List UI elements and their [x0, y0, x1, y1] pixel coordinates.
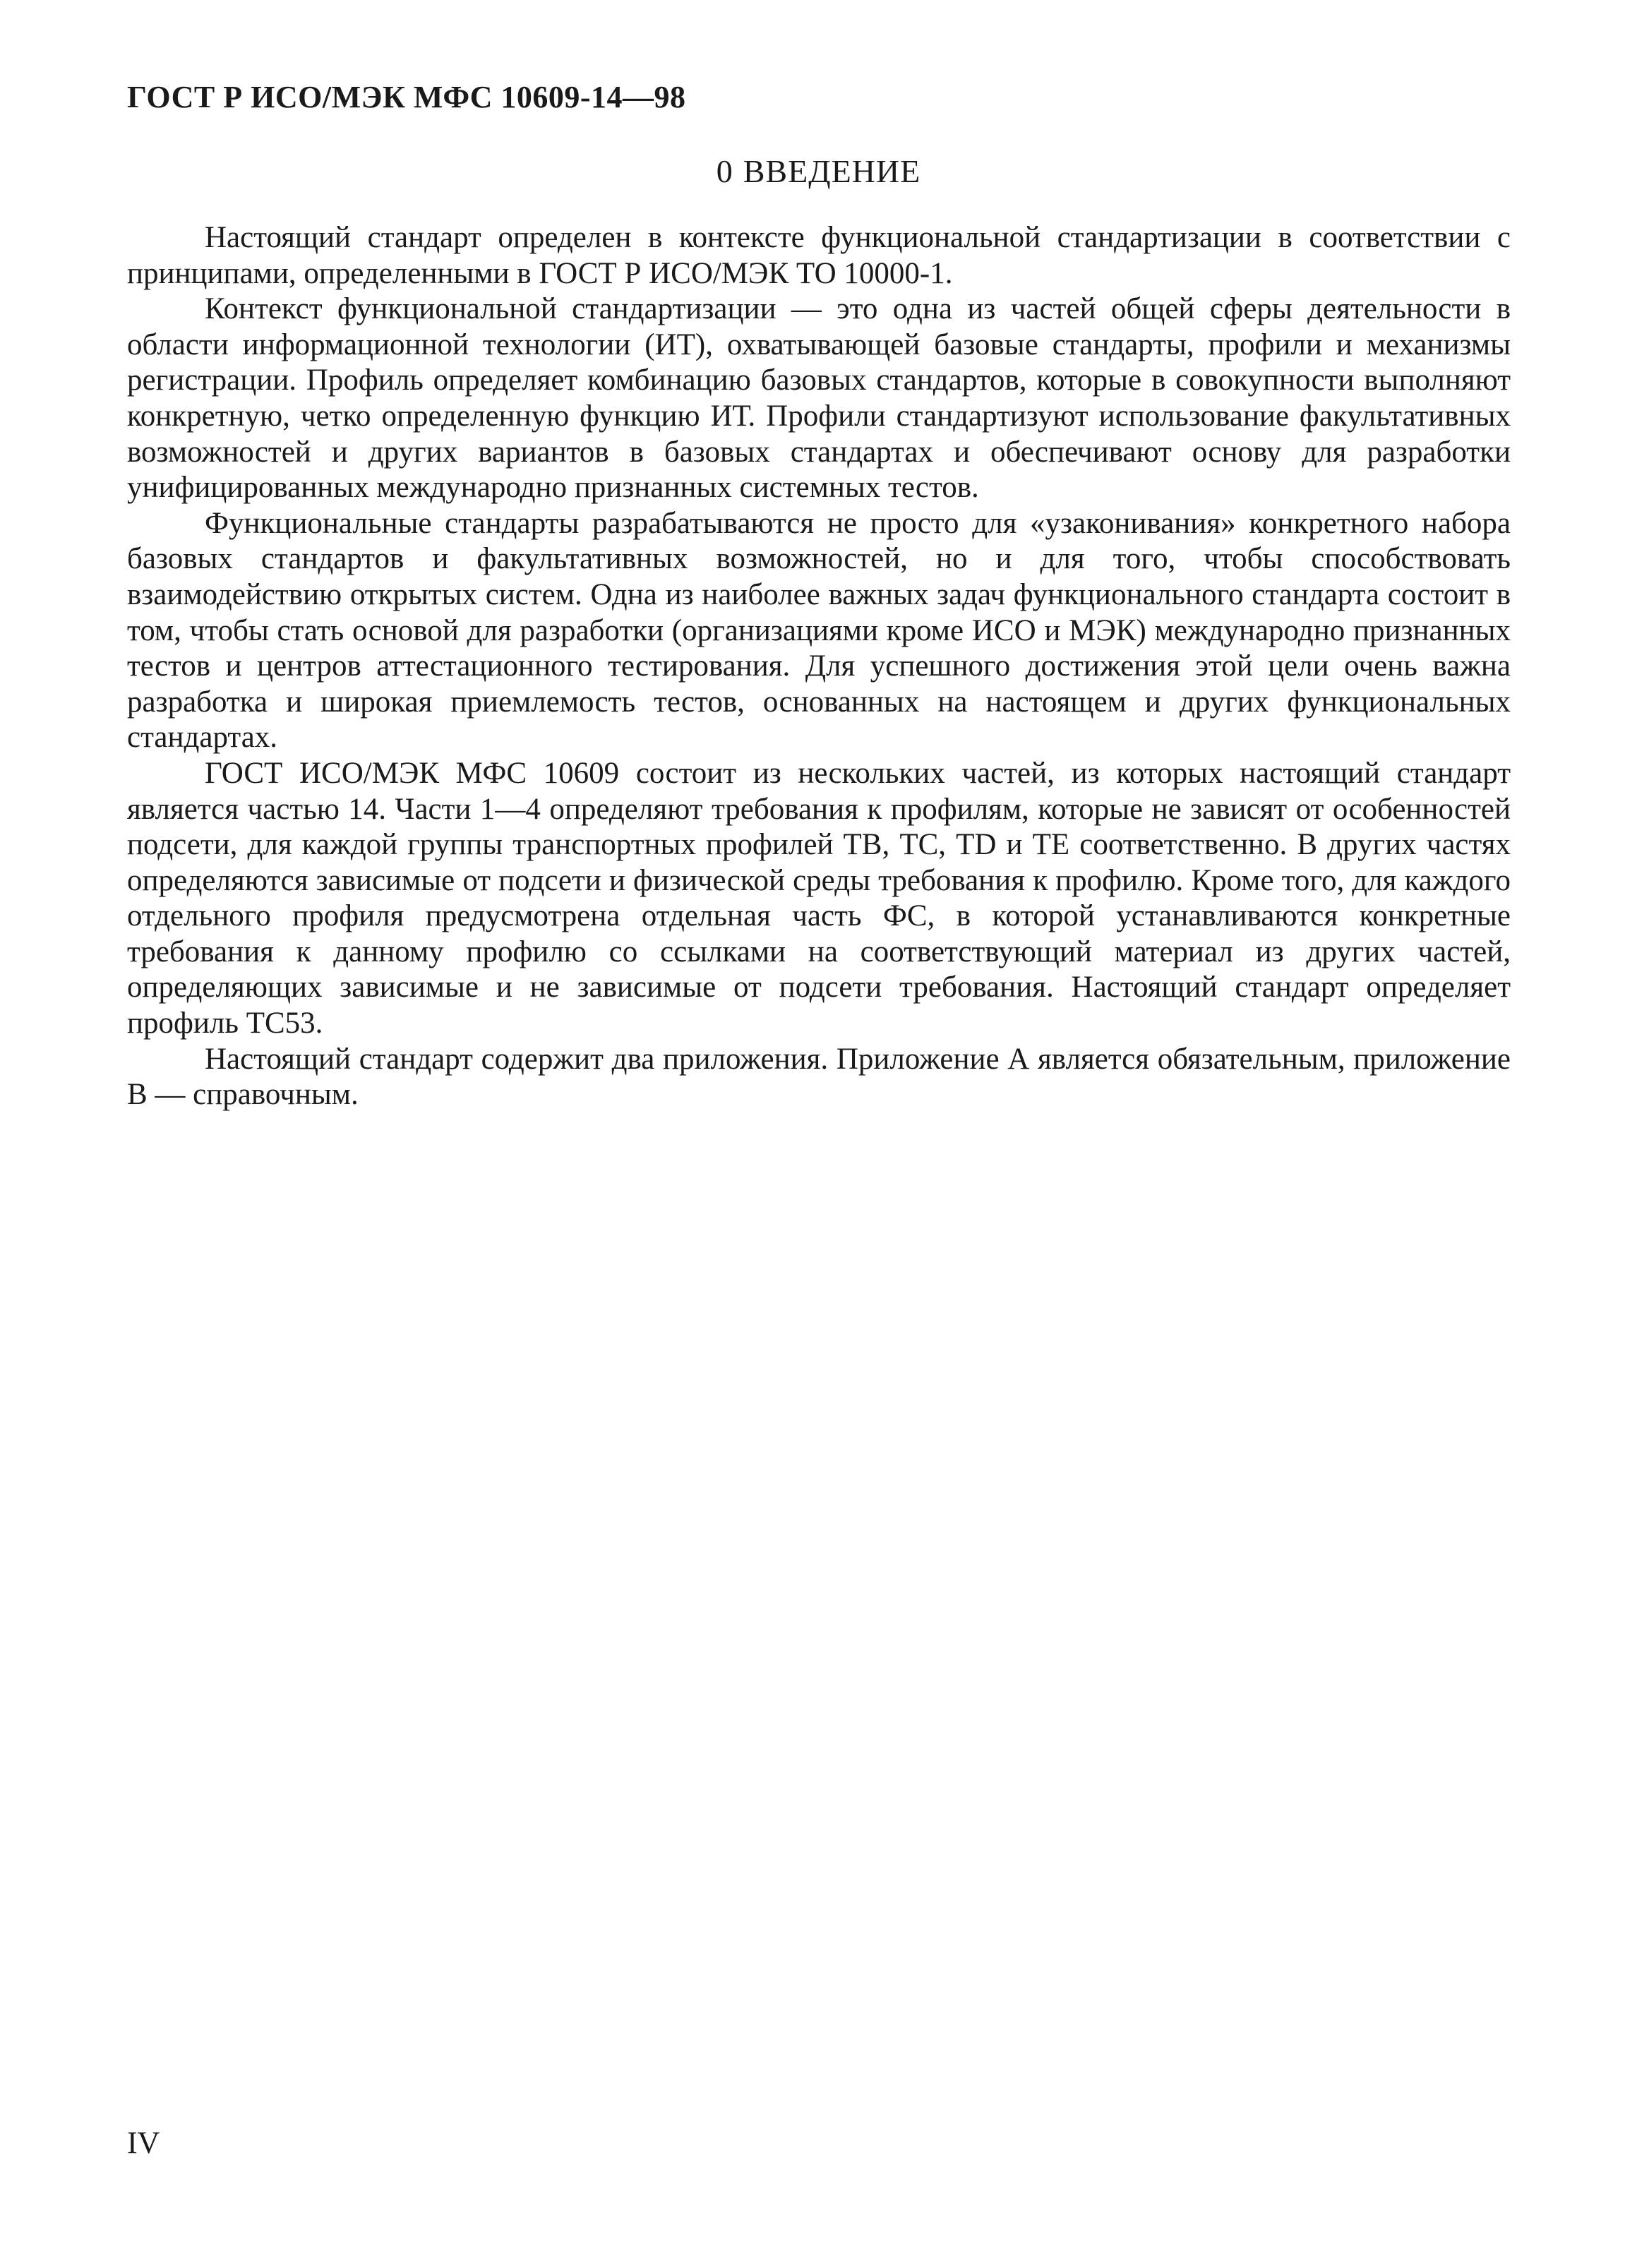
introduction-body [127, 220, 1511, 1113]
paragraph-2: Контекст функциональной стандартизации — это одна из частей общей сферы деятельности в области информационной технологии (ИТ), охватывающей базовые стандарты, профили и механизмы регистрации. Профиль определяет комбинацию базовых стандартов, которые в совокупности выполняют конкретную, четко определенную функцию ИТ. Профили стандартизуют использование факультативных возможностей и других вариантов в базовых стандартах и обеспечивают основу для разработки унифицированных международно признанных системных тестов. [127, 292, 1511, 505]
paragraph-1: Настоящий стандарт определен в контексте функциональной стандартизации в соответствии с принципами, определенными в ГОСТ Р ИСО/МЭК ТО 10000-1. [127, 221, 1511, 290]
section-heading [0, 152, 1637, 190]
section-number: 0 [716, 153, 733, 189]
paragraph-5: Настоящий стандарт содержит два приложения. Приложение А является обязательным, приложение В — справочным. [127, 1042, 1511, 1112]
paragraph-4: ГОСТ ИСО/МЭК МФС 10609 состоит из нескольких частей, из которых настоящий стандарт является частью 14. Части 1—4 определяют требования к профилям, которые не зависят от особенностей подсети, для каждой группы транспортных профилей ТВ, ТС, TD и ТЕ соответственно. В других частях определяются зависимые от подсети и физической среды требования к профилю. Кроме того, для каждого отдельного профиля предусмотрена отдельная часть ФС, в которой устанавливаются конкретные требования к данному профилю со ссылками на соответствующий материал из других частей, определяющих зависимые и не зависимые от подсети требования. Настоящий стандарт определяет профиль ТС53. [127, 756, 1511, 1040]
section-title: ВВЕДЕНИЕ [743, 153, 921, 189]
page-number: IV [127, 2125, 160, 2160]
paragraph-3: Функциональные стандарты разрабатываются не просто для «узаконивания» конкретного набора базовых стандартов и факультативных возможностей, но и для того, чтобы способствовать взаимодействию открытых систем. Одна из наиболее важных задач функционального стандарта состоит в том, чтобы стать основой для разработки (организациями кроме ИСО и МЭК) международно признанных тестов и центров аттестационного тестирования. Для успешного достижения этой цели очень важна разработка и широкая приемлемость тестов, основанных на настоящем и других функциональных стандартах. [127, 506, 1511, 755]
document-code-header: ГОСТ Р ИСО/МЭК МФС 10609-14—98 [127, 80, 686, 114]
